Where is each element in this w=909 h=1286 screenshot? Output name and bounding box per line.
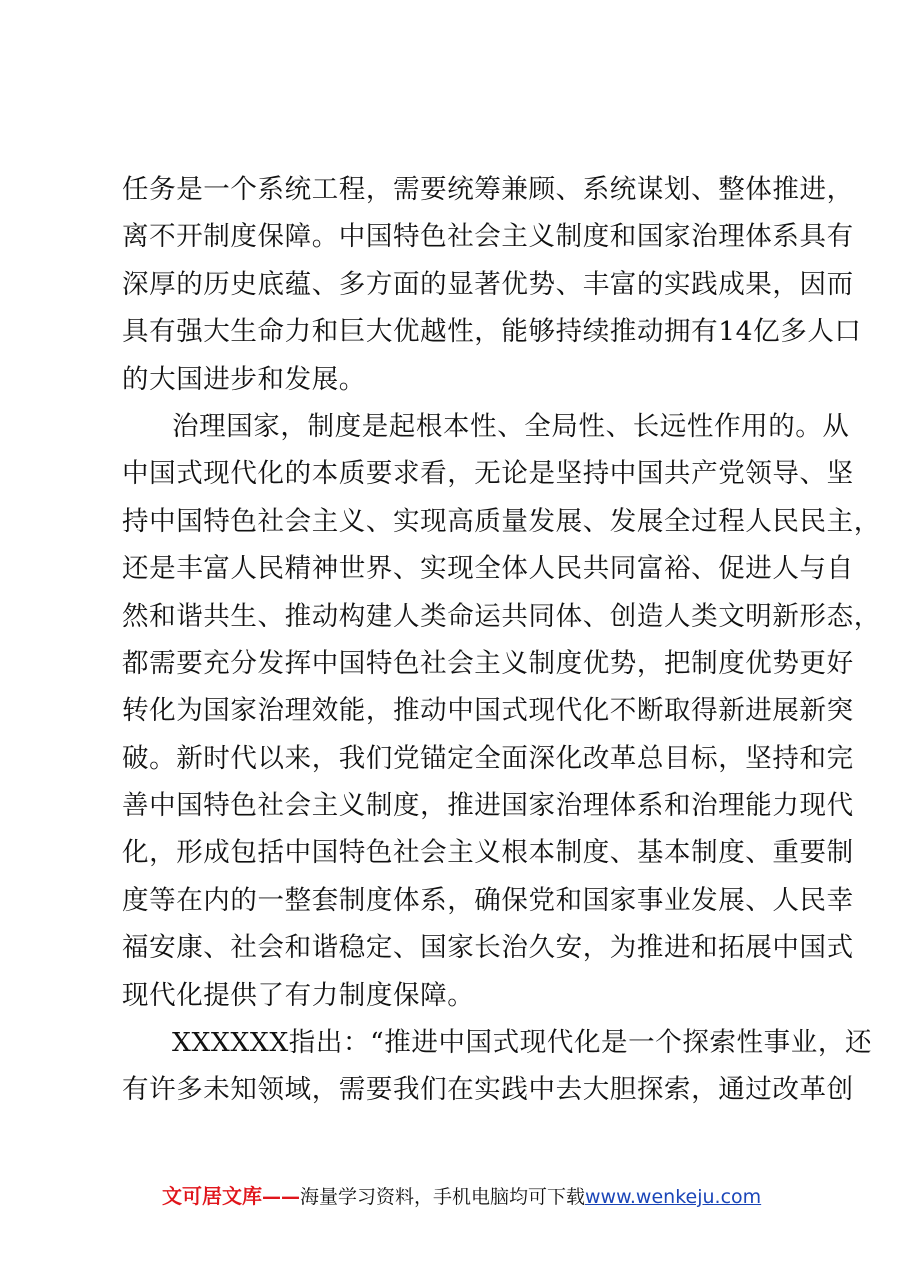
footer-brand: 文可居文库 bbox=[162, 1184, 262, 1208]
text-line-6: 治理国家，制度是起根本性、全局性、长远性作用的。从 bbox=[172, 410, 850, 442]
text-line-2: 离不开制度保障。中国特色社会主义制度和国家治理体系具有 bbox=[122, 221, 854, 253]
text-line-1: 任务是一个系统工程，需要统筹兼顾、系统谋划、整体推进， bbox=[122, 174, 854, 205]
text-line-3: 深厚的历史底蕴、多方面的显著优势、丰富的实践成果，因而 bbox=[122, 268, 854, 300]
text-line-5: 的大国进步和发展。 bbox=[122, 363, 366, 395]
text-line-16: 度等在内的一整套制度体系，确保党和国家事业发展、人民幸 bbox=[122, 884, 854, 916]
text-line-13: 破。新时代以来，我们党锚定全面深化改革总目标，坚持和完 bbox=[122, 742, 854, 774]
text-line-7: 中国式现代化的本质要求看，无论是坚持中国共产党领导、坚 bbox=[122, 458, 854, 490]
text-line-12: 转化为国家治理效能，推动中国式现代化不断取得新进展新突 bbox=[122, 695, 854, 727]
footer-site-link[interactable]: www.wenkeju.com bbox=[585, 1186, 762, 1208]
text-line-14: 善中国特色社会主义制度，推进国家治理体系和治理能力现代 bbox=[122, 790, 854, 822]
document-body bbox=[122, 166, 881, 1114]
text-line-15: 化，形成包括中国特色社会主义根本制度、基本制度、重要制 bbox=[122, 837, 854, 869]
page-footer bbox=[162, 1182, 761, 1211]
text-line-18: 现代化提供了有力制度保障。 bbox=[122, 979, 475, 1011]
text-line-11: 都需要充分发挥中国特色社会主义制度优势，把制度优势更好 bbox=[122, 647, 854, 679]
footer-slogan: 海量学习资料，手机电脑均可下载 bbox=[300, 1186, 586, 1208]
text-line-19: XXXXXX指出：“推进中国式现代化是一个探索性事业，还 bbox=[172, 1027, 873, 1059]
text-line-9: 还是丰富人民精神世界、实现全体人民共同富裕、促进人与自 bbox=[122, 553, 854, 585]
text-line-10: 然和谐共生、推动构建人类命运共同体、创造人类文明新形态， bbox=[122, 600, 881, 632]
text-line-8: 持中国特色社会主义、实现高质量发展、发展全过程人民民主， bbox=[122, 505, 881, 537]
footer-dash: —— bbox=[262, 1186, 300, 1208]
text-line-20: 有许多未知领域，需要我们在实践中去大胆探索，通过改革创 bbox=[122, 1074, 854, 1106]
text-line-4: 具有强大生命力和巨大优越性，能够持续推动拥有14亿多人口 bbox=[122, 316, 862, 348]
text-line-17: 福安康、社会和谐稳定、国家长治久安，为推进和拓展中国式 bbox=[122, 932, 854, 964]
